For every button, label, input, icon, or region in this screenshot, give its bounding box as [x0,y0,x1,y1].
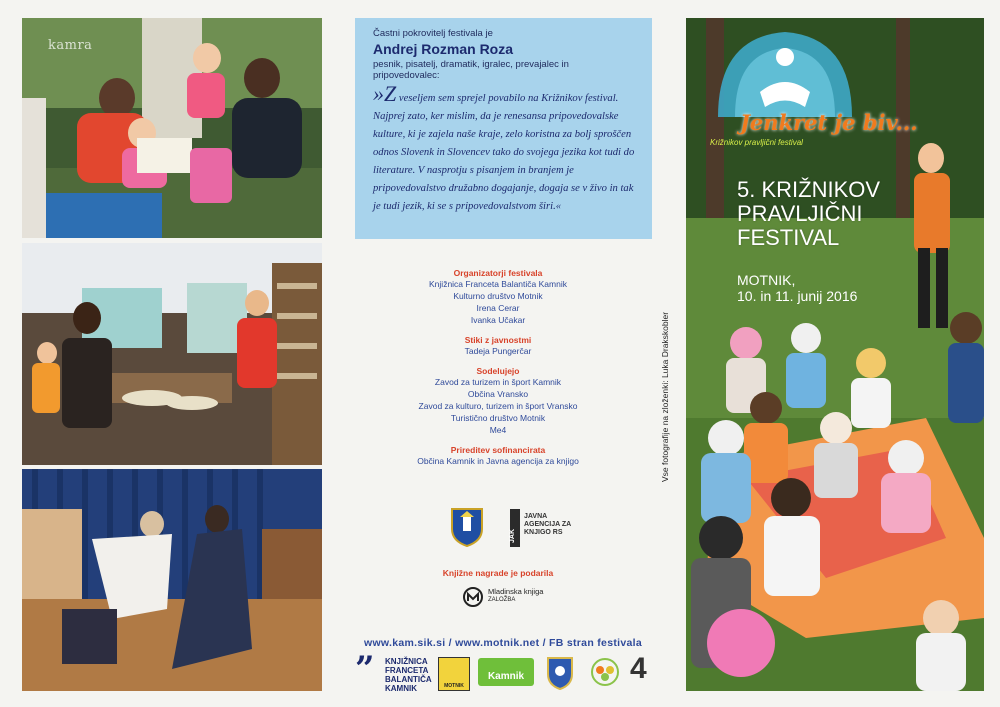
watermark: kamra [48,38,93,53]
cofinance-item: Občina Kamnik in Javna agencija za knjigo [417,456,579,466]
motnik-logo [438,657,470,691]
participant-item: Zavod za turizem in šport Kamnik [434,377,562,387]
patron-name: Andrej Rozman Roza [373,41,514,57]
patron-quote-text [373,81,636,216]
motnik-label: MOTNIK [444,683,464,689]
organizer-item: Ivanka Učakar [470,315,526,325]
pr-heading: Stiki z javnostmi [464,335,532,345]
library-logo [355,649,445,695]
participant-item: Turistično društvo Motnik [450,413,546,423]
library-line: FRANCETA [385,666,429,675]
tourism-logo-icon [590,656,620,688]
title-line: 5. KRIŽNIKOV [737,177,881,202]
festival-place: MOTNIK, [737,272,796,288]
mk-emblem-icon [463,587,483,607]
jak-text-line: JAVNA [524,513,548,520]
festival-title [737,178,880,250]
jak-text-line: KNJIGO RS [524,529,563,536]
title-line: FESTIVAL [737,225,840,250]
kamnik-coat-of-arms-icon [450,507,484,547]
footer-urls[interactable]: www.kam.sik.si / www.motnik.net / FB stran festivala [364,637,642,649]
vransko-coat-of-arms-icon [546,656,574,690]
kamnik-logo [478,658,534,686]
organizer-item: Knjižnica Franceta Balantiča Kamnik [429,279,567,289]
mk-name: Mladinska knjiga [488,587,544,596]
library-line: KNJIŽNICA [385,657,428,666]
mladinska-knjiga-logo [463,585,553,609]
awards-heading: Knjižne nagrade je podarila [442,568,554,578]
festival-dates: 10. in 11. junij 2016 [737,288,858,304]
jak-label: JAK [509,528,516,543]
cofinance-heading: Prireditev sofinancirata [450,445,546,455]
organizer-item: Irena Cerar [476,303,520,313]
participant-item: Me4 [489,425,507,435]
photo-credit: Vse fotografije na zloženki: Luka Drakskobler [660,311,670,482]
organizers-heading: Organizatorji festivala [453,268,543,278]
me4-logo: 4 [630,652,647,685]
mk-sub: ZALOŽBA [488,597,516,603]
patron-quote-box [355,18,652,239]
credits-list [348,262,648,467]
festival-logo [700,22,918,162]
library-line: KAMNIK [385,684,417,693]
festival-logo-subtitle: Križnikov pravljični festival [710,138,803,147]
organizer-item: Kulturno društvo Motnik [453,291,543,301]
quote-marks-icon: ” [355,649,375,689]
library-line: BALANTIČA [385,675,432,684]
awards-section [348,562,648,578]
patron-description: pesnik, pisatelj, dramatik, igralec, prevajalec in pripovedovalec: [373,59,569,81]
festival-logo-title: Jenkret je biv... [740,110,918,135]
jak-logo [510,509,590,549]
jak-text-line: AGENCIJA ZA [524,521,572,528]
participant-item: Občina Vransko [467,389,529,399]
quote-open: »Z [373,81,397,106]
kamnik-label: Kamnik [487,671,525,682]
pr-item: Tadeja Pungerčar [464,346,532,356]
participant-item: Zavod za kulturo, turizem in šport Vransko [418,401,578,411]
title-line: PRAVLJIČNI [737,201,863,226]
patron-intro: Častni pokrovitelj festivala je [373,28,493,39]
festival-place-date [737,272,857,304]
photo-storyteller-performance [22,469,322,691]
quote-body: veseljem sem sprejel povabilo na Križnikov festival. Najprej zato, ker mislim, da je renesansa pripovedovalske kulture, ki je zajela naše kraje, zelo koristna za bolj sproščen odnos Slovenk in Slovencev tako do svojega jezika kot tudi do literature. V nasprotju s pisanjem in branjem je pripovedovalstvo družabno dogajanje, dogaja se v živo in tak je tudi jezik, ki se s pripovedovalstvom širi.« [373,93,635,212]
photo-shoe-exhibit [22,243,322,465]
participants-heading: Sodelujejo [476,366,520,376]
